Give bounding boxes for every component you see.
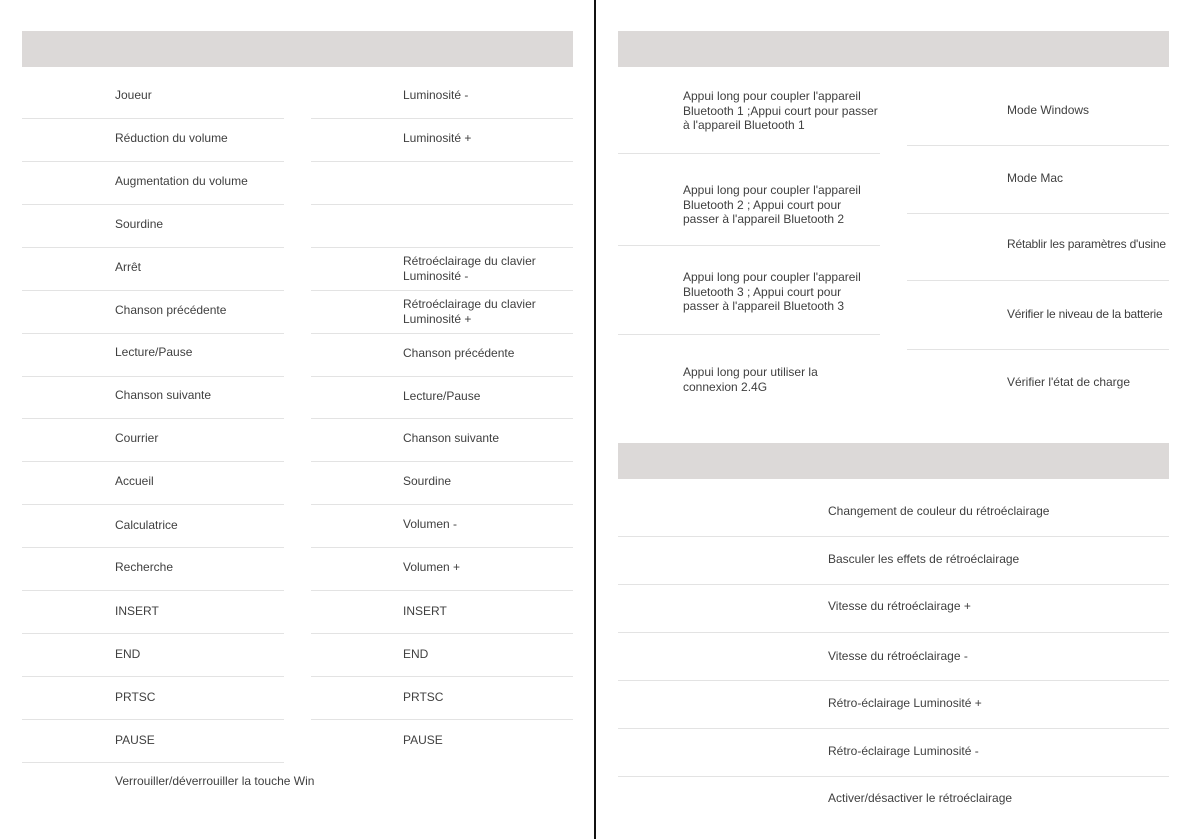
left-col-b-item: Lecture/Pause [403,389,481,403]
left-col-b-item: Sourdine [403,474,452,488]
backlight-item: Vitesse du rétroéclairage - [828,649,968,663]
row-divider [22,247,284,248]
left-col-b-item: PAUSE [403,733,443,747]
row-divider [311,161,573,162]
row-divider [618,776,1169,777]
left-col-a-item: Accueil [115,474,154,488]
left-col-a-item: Chanson suivante [115,388,212,402]
row-divider [22,418,284,419]
row-divider [311,290,573,291]
row-divider [22,504,284,505]
row-divider [618,584,1169,585]
row-divider [618,536,1169,537]
row-divider [311,676,573,677]
row-divider [22,161,284,162]
left-col-a-item: Sourdine [115,217,164,231]
row-divider [311,633,573,634]
row-divider [311,418,573,419]
left-col-a-item: Calculatrice [115,518,178,532]
left-col-b-item: Rétroéclairage du clavier Luminosité + [403,297,536,326]
left-col-b-item: INSERT [403,604,447,618]
row-divider [311,547,573,548]
row-divider [22,633,284,634]
row-divider [22,719,284,720]
connection-item: Appui long pour utiliser la connexion 2.4G [683,365,818,394]
row-divider [311,590,573,591]
left-col-b-item: Volumen + [403,560,461,574]
left-col-a-item: INSERT [115,604,159,618]
row-divider [311,204,573,205]
row-divider [618,728,1169,729]
left-col-a-item: Joueur [115,88,152,102]
row-divider [311,461,573,462]
row-divider [22,118,284,119]
row-divider [618,245,880,246]
connection-item: Appui long pour coupler l'appareil Bluetooth 1 ;Appui court pour passer à l'appareil Bluetooth 1 [683,89,878,132]
backlight-item: Rétro-éclairage Luminosité + [828,696,982,710]
row-divider [311,504,573,505]
mode-item: Rétablir les paramètres d'usine [1007,237,1166,251]
mode-item: Mode Mac [1007,171,1064,185]
left-col-a-item: Augmentation du volume [115,174,248,188]
backlight-item: Activer/désactiver le rétroéclairage [828,791,1013,805]
left-col-a-item: PRTSC [115,690,156,704]
backlight-item: Rétro-éclairage Luminosité - [828,744,979,758]
row-divider [22,461,284,462]
left-col-b-item: END [403,647,429,661]
backlight-table-header [618,443,1169,479]
row-divider [311,118,573,119]
row-divider [907,213,1169,214]
left-col-b-item: Luminosité - [403,88,469,102]
row-divider [22,290,284,291]
row-divider [22,676,284,677]
left-col-a-item: PAUSE [115,733,155,747]
row-divider [22,590,284,591]
left-col-a-item: Réduction du volume [115,131,228,145]
row-divider [311,333,573,334]
mode-item: Vérifier l'état de charge [1007,375,1131,389]
mode-item: Vérifier le niveau de la batterie [1007,307,1163,321]
backlight-item: Vitesse du rétroéclairage + [828,599,971,613]
row-divider [907,349,1169,350]
left-col-a-item: Chanson précédente [115,303,227,317]
connection-item: Appui long pour coupler l'appareil Bluetooth 3 ; Appui court pour passer à l'appareil Bluetooth 3 [683,270,861,313]
left-col-b-item: Rétroéclairage du clavier Luminosité - [403,254,536,283]
connection-item: Appui long pour coupler l'appareil Bluetooth 2 ; Appui court pour passer à l'appareil Bluetooth 2 [683,183,861,226]
left-col-b-item: Volumen - [403,517,458,531]
left-col-a-item: Courrier [115,431,159,445]
row-divider [618,632,1169,633]
left-col-b-item: Chanson précédente [403,346,515,360]
left-col-b-item: PRTSC [403,690,444,704]
row-divider [618,334,880,335]
row-divider [311,247,573,248]
row-divider [22,376,284,377]
row-divider [22,333,284,334]
left-col-a-item: Arrêt [115,260,142,274]
backlight-item: Changement de couleur du rétroéclairage [828,504,1050,518]
left-col-b-item: Chanson suivante [403,431,500,445]
row-divider [22,204,284,205]
left-col-a-item: Verrouiller/déverrouiller la touche Win [115,774,315,788]
row-divider [22,762,284,763]
left-col-b-item: Luminosité + [403,131,472,145]
left-col-a-item: Recherche [115,560,174,574]
row-divider [22,547,284,548]
left-col-a-item: END [115,647,141,661]
row-divider [618,153,880,154]
row-divider [907,280,1169,281]
left-table-header [22,31,573,67]
right-table-header [618,31,1169,67]
backlight-item: Basculer les effets de rétroéclairage [828,552,1020,566]
row-divider [618,680,1169,681]
row-divider [311,719,573,720]
left-col-a-item: Lecture/Pause [115,345,193,359]
mode-item: Mode Windows [1007,103,1090,117]
row-divider [311,376,573,377]
row-divider [907,145,1169,146]
page-divider [594,0,596,839]
